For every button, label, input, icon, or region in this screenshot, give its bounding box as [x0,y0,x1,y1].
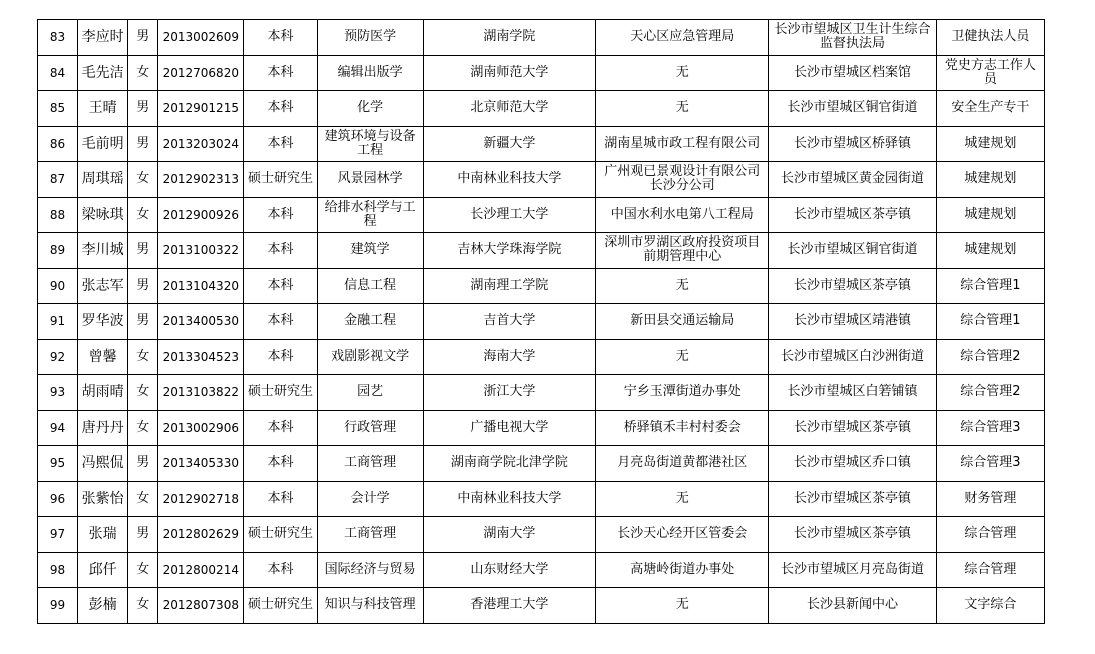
cell-major: 建筑环境与设备工程 [317,126,423,162]
cell-name: 毛前明 [78,126,128,162]
cell-post-name: 综合管理 [936,552,1044,588]
cell-id: 2012902313 [158,162,244,198]
table-row [38,197,1045,233]
cell-name: 罗华波 [78,304,128,340]
cell-major: 戏剧影视文学 [317,339,423,375]
cell-school: 浙江大学 [423,375,595,411]
cell-post-unit: 长沙市望城区靖港镇 [769,304,936,340]
table-row [38,20,1045,56]
cell-major: 风景园林学 [317,162,423,198]
cell-major: 工商管理 [317,446,423,482]
cell-major: 金融工程 [317,304,423,340]
cell-gender: 男 [128,446,158,482]
cell-post-unit: 长沙市望城区档案馆 [769,55,936,91]
cell-school: 中南林业科技大学 [423,162,595,198]
cell-major: 园艺 [317,375,423,411]
cell-id: 2013100322 [158,233,244,269]
cell-employer: 无 [596,91,769,127]
cell-seq: 89 [38,233,78,269]
table-row [38,126,1045,162]
cell-post-name: 综合管理1 [936,268,1044,304]
cell-seq: 93 [38,375,78,411]
cell-name: 张紫怡 [78,481,128,517]
cell-id: 2013103822 [158,375,244,411]
cell-gender: 女 [128,339,158,375]
cell-major: 编辑出版学 [317,55,423,91]
cell-employer: 桥驿镇禾丰村村委会 [596,410,769,446]
cell-id: 2012802629 [158,517,244,553]
cell-post-unit: 长沙市望城区白箬铺镇 [769,375,936,411]
cell-post-unit: 长沙市望城区桥驿镇 [769,126,936,162]
table-row [38,268,1045,304]
cell-gender: 女 [128,162,158,198]
cell-seq: 84 [38,55,78,91]
cell-employer: 无 [596,339,769,375]
table-row [38,162,1045,198]
cell-degree: 本科 [244,91,317,127]
cell-id: 2013002906 [158,410,244,446]
cell-id: 2012706820 [158,55,244,91]
cell-degree: 本科 [244,446,317,482]
cell-school: 湖南学院 [423,20,595,56]
cell-post-name: 综合管理2 [936,375,1044,411]
cell-post-unit: 长沙市望城区乔口镇 [769,446,936,482]
cell-post-name: 综合管理2 [936,339,1044,375]
cell-post-unit: 长沙市望城区月亮岛街道 [769,552,936,588]
cell-post-name: 财务管理 [936,481,1044,517]
cell-post-name: 城建规划 [936,126,1044,162]
cell-name: 梁咏琪 [78,197,128,233]
cell-gender: 男 [128,268,158,304]
cell-gender: 男 [128,91,158,127]
cell-post-name: 综合管理1 [936,304,1044,340]
cell-post-unit: 长沙市望城区铜官街道 [769,91,936,127]
cell-school: 北京师范大学 [423,91,595,127]
cell-employer: 深圳市罗湖区政府投资项目前期管理中心 [596,233,769,269]
cell-school: 长沙理工大学 [423,197,595,233]
cell-school: 吉林大学珠海学院 [423,233,595,269]
cell-gender: 女 [128,55,158,91]
cell-employer: 无 [596,588,769,624]
cell-post-name: 文字综合 [936,588,1044,624]
cell-gender: 女 [128,552,158,588]
cell-name: 王晴 [78,91,128,127]
cell-gender: 男 [128,304,158,340]
cell-seq: 87 [38,162,78,198]
table-row [38,446,1045,482]
roster-body [38,20,1045,624]
cell-degree: 本科 [244,552,317,588]
cell-id: 2012901215 [158,91,244,127]
cell-gender: 男 [128,126,158,162]
cell-seq: 86 [38,126,78,162]
cell-gender: 女 [128,588,158,624]
cell-major: 国际经济与贸易 [317,552,423,588]
cell-gender: 男 [128,517,158,553]
cell-seq: 85 [38,91,78,127]
cell-degree: 本科 [244,339,317,375]
table-row [38,375,1045,411]
cell-gender: 女 [128,410,158,446]
cell-employer: 月亮岛街道黄都港社区 [596,446,769,482]
cell-degree: 硕士研究生 [244,162,317,198]
cell-major: 信息工程 [317,268,423,304]
cell-post-name: 城建规划 [936,162,1044,198]
cell-name: 李应时 [78,20,128,56]
cell-major: 会计学 [317,481,423,517]
cell-name: 毛先洁 [78,55,128,91]
cell-major: 行政管理 [317,410,423,446]
cell-seq: 98 [38,552,78,588]
cell-id: 2012807308 [158,588,244,624]
cell-seq: 83 [38,20,78,56]
cell-degree: 本科 [244,304,317,340]
cell-name: 唐丹丹 [78,410,128,446]
cell-seq: 94 [38,410,78,446]
cell-employer: 无 [596,268,769,304]
cell-major: 建筑学 [317,233,423,269]
table-row [38,552,1045,588]
cell-name: 胡雨晴 [78,375,128,411]
cell-post-name: 综合管理 [936,517,1044,553]
cell-school: 香港理工大学 [423,588,595,624]
cell-post-unit: 长沙市望城区茶亭镇 [769,197,936,233]
cell-name: 周琪瑶 [78,162,128,198]
cell-degree: 硕士研究生 [244,375,317,411]
cell-name: 张瑞 [78,517,128,553]
cell-name: 曾馨 [78,339,128,375]
cell-seq: 91 [38,304,78,340]
cell-major: 化学 [317,91,423,127]
cell-degree: 本科 [244,197,317,233]
cell-name: 彭楠 [78,588,128,624]
cell-post-name: 城建规划 [936,197,1044,233]
cell-gender: 女 [128,481,158,517]
cell-post-name: 卫健执法人员 [936,20,1044,56]
cell-degree: 硕士研究生 [244,588,317,624]
table-row [38,233,1045,269]
cell-school: 广播电视大学 [423,410,595,446]
cell-school: 山东财经大学 [423,552,595,588]
cell-school: 湖南大学 [423,517,595,553]
cell-employer: 宁乡玉潭街道办事处 [596,375,769,411]
cell-major: 给排水科学与工程 [317,197,423,233]
cell-degree: 硕士研究生 [244,517,317,553]
cell-post-name: 城建规划 [936,233,1044,269]
table-row [38,481,1045,517]
cell-seq: 97 [38,517,78,553]
cell-gender: 男 [128,20,158,56]
table-row [38,517,1045,553]
cell-degree: 本科 [244,268,317,304]
cell-id: 2012800214 [158,552,244,588]
cell-employer: 无 [596,481,769,517]
cell-major: 知识与科技管理 [317,588,423,624]
cell-post-unit: 长沙县新闻中心 [769,588,936,624]
cell-school: 新疆大学 [423,126,595,162]
cell-id: 2013203024 [158,126,244,162]
cell-school: 湖南理工学院 [423,268,595,304]
cell-employer: 长沙天心经开区管委会 [596,517,769,553]
table-row [38,339,1045,375]
cell-post-name: 安全生产专干 [936,91,1044,127]
cell-degree: 本科 [244,126,317,162]
cell-post-unit: 长沙市望城区铜官街道 [769,233,936,269]
cell-post-name: 综合管理3 [936,410,1044,446]
cell-name: 李川城 [78,233,128,269]
cell-gender: 女 [128,375,158,411]
cell-school: 湖南商学院北津学院 [423,446,595,482]
cell-degree: 本科 [244,55,317,91]
cell-school: 中南林业科技大学 [423,481,595,517]
table-row [38,304,1045,340]
cell-employer: 广州观已景观设计有限公司长沙分公司 [596,162,769,198]
cell-school: 吉首大学 [423,304,595,340]
cell-name: 冯熙侃 [78,446,128,482]
cell-seq: 99 [38,588,78,624]
cell-seq: 90 [38,268,78,304]
cell-employer: 高塘岭街道办事处 [596,552,769,588]
cell-seq: 92 [38,339,78,375]
cell-major: 工商管理 [317,517,423,553]
cell-school: 海南大学 [423,339,595,375]
cell-id: 2013304523 [158,339,244,375]
table-row [38,588,1045,624]
cell-id: 2013002609 [158,20,244,56]
table-row [38,410,1045,446]
cell-employer: 天心区应急管理局 [596,20,769,56]
table-row [38,55,1045,91]
cell-name: 邱仟 [78,552,128,588]
cell-post-unit: 长沙市望城区白沙洲街道 [769,339,936,375]
cell-degree: 本科 [244,410,317,446]
cell-post-unit: 长沙市望城区黄金园街道 [769,162,936,198]
table-row [38,91,1045,127]
cell-post-name: 综合管理3 [936,446,1044,482]
roster-table [37,19,1045,624]
cell-seq: 96 [38,481,78,517]
cell-id: 2013405330 [158,446,244,482]
cell-school: 湖南师范大学 [423,55,595,91]
cell-seq: 95 [38,446,78,482]
cell-id: 2012902718 [158,481,244,517]
cell-post-unit: 长沙市望城区茶亭镇 [769,517,936,553]
cell-employer: 新田县交通运输局 [596,304,769,340]
cell-id: 2012900926 [158,197,244,233]
cell-post-unit: 长沙市望城区茶亭镇 [769,268,936,304]
cell-post-unit: 长沙市望城区茶亭镇 [769,481,936,517]
cell-post-unit: 长沙市望城区卫生计生综合监督执法局 [769,20,936,56]
cell-id: 2013104320 [158,268,244,304]
cell-employer: 中国水利水电第八工程局 [596,197,769,233]
cell-gender: 男 [128,233,158,269]
cell-degree: 本科 [244,233,317,269]
cell-degree: 本科 [244,481,317,517]
cell-major: 预防医学 [317,20,423,56]
cell-post-name: 党史方志工作人员 [936,55,1044,91]
cell-seq: 88 [38,197,78,233]
cell-name: 张志军 [78,268,128,304]
cell-gender: 女 [128,197,158,233]
cell-employer: 湖南星城市政工程有限公司 [596,126,769,162]
cell-degree: 本科 [244,20,317,56]
cell-employer: 无 [596,55,769,91]
cell-post-unit: 长沙市望城区茶亭镇 [769,410,936,446]
cell-id: 2013400530 [158,304,244,340]
